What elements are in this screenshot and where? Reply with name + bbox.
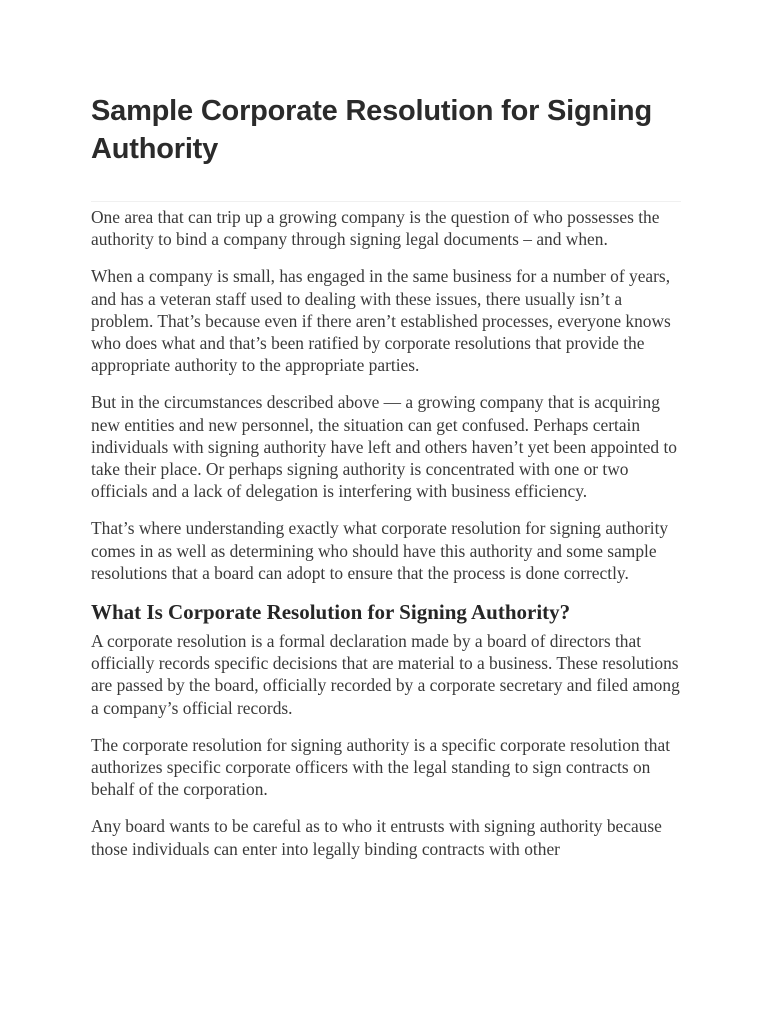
paragraph-section-2: The corporate resolution for signing authority is a specific corporate resolution that authorizes specific corporate officers with the legal standing to sign contracts on behalf of the corporation. — [91, 734, 671, 800]
paragraph-section-1: A corporate resolution is a formal declaration made by a board of directors that officially records specific decisions that are material to a business. These resolutions are passed by the board, officially recorded by a corporate secretary and filed among a company’s official records. — [91, 631, 680, 718]
paragraph-intro-4: That’s where understanding exactly what corporate resolution for signing authority comes in as well as determining who should have this authority and some sample resolutions that a board can adopt to ensure that the process is done correctly. — [91, 518, 669, 583]
paragraph-intro-2: When a company is small, has engaged in the same business for a number of years, and has a veteran staff used to dealing with these issues, there usually isn’t a problem. That’s because even if there aren’t established processes, everyone knows who does what and that’s been ratified by corporate resolutions that provide the appropriate authority to the appropriate parties. — [91, 266, 671, 376]
title-divider — [91, 201, 681, 202]
section-heading: What Is Corporate Resolution for Signing Authority? — [91, 600, 571, 625]
paragraph-intro-3: But in the circumstances described above — a growing company that is acquiring new entities and new personnel, the situation can get confused. Perhaps certain individuals with signing authority have left and others haven’t yet been appointed to take their place. Or perhaps signing authority is concentrated with one or two officials and a lack of delegation is interfering with business efficiency. — [91, 392, 677, 502]
paragraph-section-3: Any board wants to be careful as to who it entrusts with signing authority because those individuals can enter into legally binding contracts with other — [91, 816, 662, 859]
document-title: Sample Corporate Resolution for Signing Authority — [91, 95, 652, 165]
paragraph-intro-1: One area that can trip up a growing company is the question of who possesses the authority to bind a company through signing legal documents – and when. — [91, 207, 660, 250]
document-page — [91, 92, 683, 875]
